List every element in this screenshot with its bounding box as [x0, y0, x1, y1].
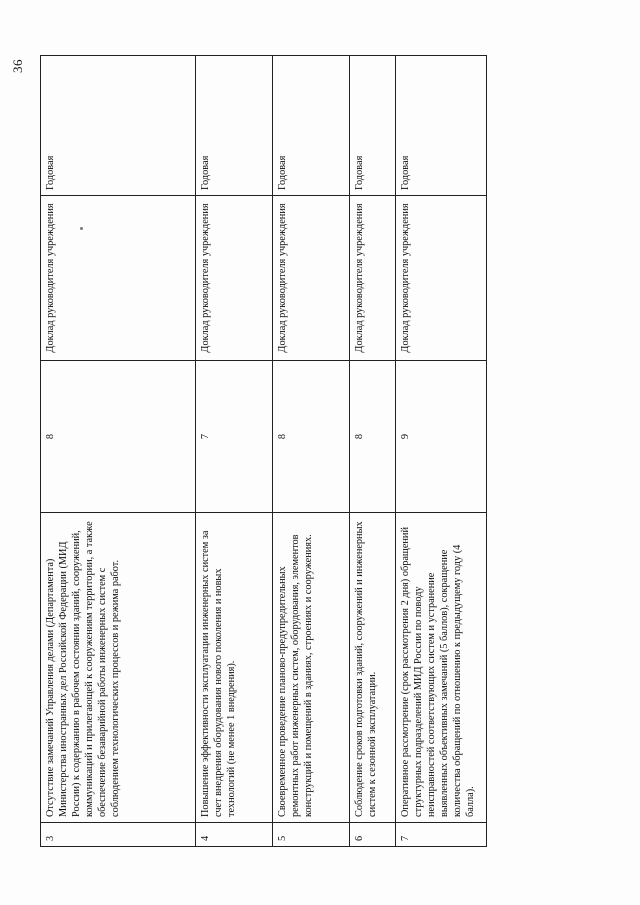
score-cell: 8: [350, 361, 396, 513]
period-cell: Годовая: [196, 56, 273, 196]
score-cell: 8: [273, 361, 350, 513]
score-cell: 9: [396, 361, 487, 513]
period-cell: Годовая: [396, 56, 487, 196]
criteria-table: [40, 55, 487, 847]
period-cell: Годовая: [350, 56, 396, 196]
report-cell: Доклад руководителя учреждения: [41, 196, 196, 361]
row-number: 7: [396, 823, 487, 847]
table-row: [41, 56, 196, 847]
report-cell: Доклад руководителя учреждения: [396, 196, 487, 361]
table-row: [273, 56, 350, 847]
report-cell: Доклад руководителя учреждения: [196, 196, 273, 361]
table-row: [196, 56, 273, 847]
criterion-cell: Своевременное проведение планово-предупредительных ремонтных работ инженерных систем, оборудования, элементов конструкций и помещений в зданиях, строениях и сооружениях.: [273, 513, 350, 823]
report-cell: Доклад руководителя учреждения: [273, 196, 350, 361]
score-cell: 8: [41, 361, 196, 513]
score-cell: 7: [196, 361, 273, 513]
table-row: [396, 56, 487, 847]
criterion-cell: Отсутствие замечаний Управления делами (Департамента) Министерства иностранных дел Российской Федерации (МИД России) к содержанию в рабочем состоянии зданий, сооружений, коммуникаций и прилегающей к сооружениям территории, а также обеспечение безаварийной работы инженерных систем с соблюдением технологических процессов и режима работ.: [41, 513, 196, 823]
row-number: 3: [41, 823, 196, 847]
criterion-cell: Соблюдение сроков подготовки зданий, сооружений и инженерных систем к сезонной эксплуатации.: [350, 513, 396, 823]
period-cell: Годовая: [41, 56, 196, 196]
row-number: 4: [196, 823, 273, 847]
period-cell: Годовая: [273, 56, 350, 196]
report-cell: Доклад руководителя учреждения: [350, 196, 396, 361]
row-number: 5: [273, 823, 350, 847]
page-number: 36: [10, 59, 25, 73]
table-row: [350, 56, 396, 847]
row-number: 6: [350, 823, 396, 847]
criterion-cell: Повышение эффективности эксплуатации инженерных систем за счет внедрения оборудования нового поколения и новых технологий (не менее 1 внедрения).: [196, 513, 273, 823]
criterion-cell: Оперативное рассмотрение (срок рассмотрения 2 дня) обращений структурных подразделений МИД России по поводу неисправностей соответствующих систем и устранение выявленных объективных замечаний (5 баллов), сокращение количества обращений по отношению к предыдущему году (4 балла).: [396, 513, 487, 823]
